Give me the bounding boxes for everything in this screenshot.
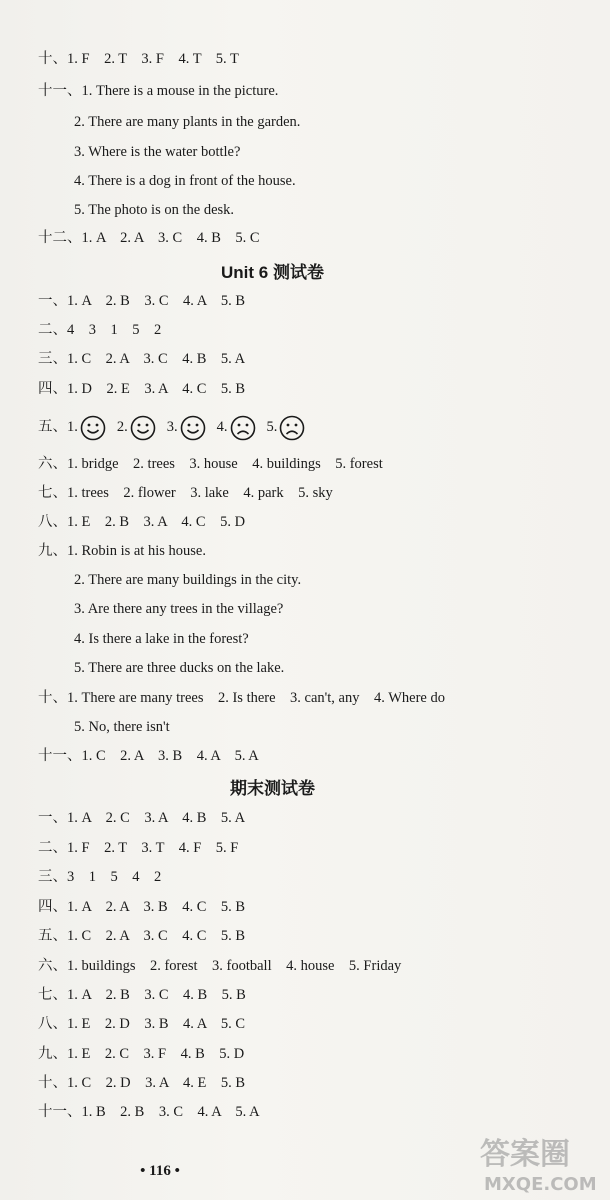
unit6-row-3: 三、1. C 2. A 3. C 4. B 5. A <box>38 351 246 367</box>
unit6-row-10-cont: 5. No, there isn't <box>74 719 170 735</box>
final-row-2: 二、1. F 2. T 3. T 4. F 5. F <box>38 840 239 856</box>
unit6-row-9-2: 2. There are many buildings in the city. <box>74 572 302 588</box>
watermark-bottom-text: MXQE.COM <box>484 1174 597 1195</box>
unit6-row-1: 一、1. A 2. B 3. C 4. A 5. B <box>38 293 246 309</box>
unit6-row-2: 二、4 3 1 5 2 <box>38 322 162 338</box>
final-row-8: 八、1. E 2. D 3. B 4. A 5. C <box>38 1016 246 1032</box>
answer-row-11-3: 3. Where is the water bottle? <box>74 144 241 160</box>
unit6-row-11: 十一、1. C 2. A 3. B 4. A 5. A <box>38 748 259 764</box>
row-5-n3: 3. <box>166 419 178 435</box>
unit6-row-4: 四、1. D 2. E 3. A 4. C 5. B <box>38 381 246 397</box>
final-row-11: 十一、1. B 2. B 3. C 4. A 5. A <box>38 1104 260 1120</box>
final-row-10: 十、1. C 2. D 3. A 4. E 5. B <box>38 1075 246 1091</box>
happy-face-icon <box>130 415 156 441</box>
happy-face-icon <box>180 415 206 441</box>
answer-row-11-1: 十一、1. There is a mouse in the picture. <box>38 83 279 99</box>
unit6-row-9-3: 3. Are there any trees in the village? <box>74 601 284 617</box>
sad-face-icon <box>279 415 305 441</box>
answer-row-11-2: 2. There are many plants in the garden. <box>74 114 301 130</box>
unit6-row-9-1: 九、1. Robin is at his house. <box>38 543 206 559</box>
final-heading: 期末测试卷 <box>230 779 315 798</box>
final-row-3: 三、3 1 5 4 2 <box>38 869 162 885</box>
row-5-n4: 4. <box>216 419 228 435</box>
final-row-5: 五、1. C 2. A 3. C 4. C 5. B <box>38 928 246 944</box>
page-number: • 116 • <box>140 1163 180 1179</box>
row-5-n2: 2. <box>116 419 128 435</box>
unit6-row-10: 十、1. There are many trees 2. Is there 3. can't, any 4. Where do <box>38 690 445 706</box>
row-5-prefix: 五、1. <box>38 419 78 435</box>
unit6-row-9-4: 4. Is there a lake in the forest? <box>74 631 249 647</box>
row-5-n5: 5. <box>266 419 278 435</box>
unit6-row-7: 七、1. trees 2. flower 3. lake 4. park 5. sky <box>38 485 333 501</box>
answer-row-11-4: 4. There is a dog in front of the house. <box>74 173 296 189</box>
answer-row-11-5: 5. The photo is on the desk. <box>74 202 235 218</box>
final-row-4: 四、1. A 2. A 3. B 4. C 5. B <box>38 899 246 915</box>
answer-row-10: 十、1. F 2. T 3. F 4. T 5. T <box>38 51 239 67</box>
unit6-row-6: 六、1. bridge 2. trees 3. house 4. buildings 5. forest <box>38 456 383 472</box>
unit6-heading: Unit 6 测试卷 <box>221 263 324 282</box>
unit6-row-9-5: 5. There are three ducks on the lake. <box>74 660 285 676</box>
watermark-logo <box>476 1130 606 1196</box>
sad-face-icon <box>230 415 256 441</box>
final-row-9: 九、1. E 2. C 3. F 4. B 5. D <box>38 1046 245 1062</box>
answer-row-12: 十二、1. A 2. A 3. C 4. B 5. C <box>38 230 260 246</box>
watermark-top-text: 答案圈 <box>480 1137 570 1172</box>
unit6-row-8: 八、1. E 2. B 3. A 4. C 5. D <box>38 514 246 530</box>
final-row-1: 一、1. A 2. C 3. A 4. B 5. A <box>38 810 246 826</box>
final-row-6: 六、1. buildings 2. forest 3. football 4. house 5. Friday <box>38 958 402 974</box>
unit6-row-5 <box>38 413 308 441</box>
final-row-7: 七、1. A 2. B 3. C 4. B 5. B <box>38 987 246 1003</box>
happy-face-icon <box>80 415 106 441</box>
